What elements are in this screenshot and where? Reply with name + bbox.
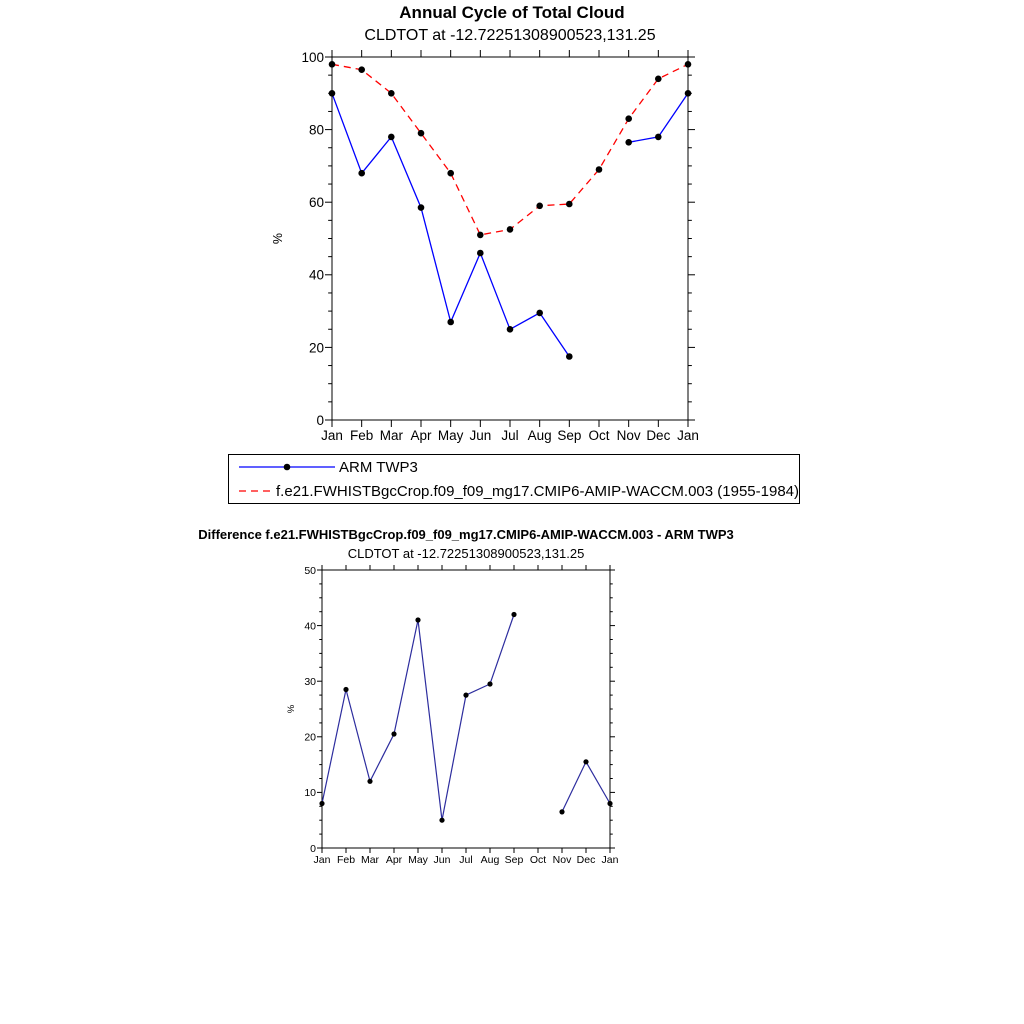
x-tick-label: Mar bbox=[360, 854, 380, 866]
data-point-marker bbox=[447, 319, 454, 326]
legend-item-model bbox=[237, 479, 799, 503]
x-tick-label: Mar bbox=[379, 428, 403, 443]
y-tick-label: 0 bbox=[316, 412, 324, 428]
data-point-marker bbox=[507, 326, 514, 333]
x-tick-label: Apr bbox=[385, 854, 403, 866]
data-point-marker bbox=[655, 134, 662, 141]
x-tick-label: Dec bbox=[576, 854, 596, 866]
data-point-marker bbox=[358, 170, 365, 177]
legend-line-sample-model bbox=[237, 481, 274, 501]
data-point-marker bbox=[536, 203, 543, 210]
y-tick-label: 100 bbox=[301, 49, 324, 65]
x-tick-label: Feb bbox=[336, 854, 356, 866]
top-chart-title: Annual Cycle of Total Cloud bbox=[399, 3, 625, 22]
series-line bbox=[332, 93, 688, 356]
data-point-marker bbox=[507, 226, 514, 233]
data-point-marker bbox=[477, 250, 484, 257]
x-tick-label: Apr bbox=[410, 428, 432, 443]
data-point-marker bbox=[583, 759, 588, 764]
y-tick-label: 80 bbox=[308, 122, 324, 138]
data-point-marker bbox=[487, 681, 492, 686]
y-tick-label: 30 bbox=[304, 675, 316, 688]
y-axis-title: % bbox=[286, 704, 297, 714]
data-point-marker bbox=[559, 809, 564, 814]
y-tick-label: 10 bbox=[304, 787, 316, 800]
legend-line-sample-arm bbox=[237, 457, 337, 477]
y-tick-label: 60 bbox=[308, 195, 324, 211]
annual-cycle-chart bbox=[271, 50, 699, 443]
data-point-marker bbox=[566, 201, 573, 208]
data-point-marker bbox=[566, 353, 573, 360]
y-tick-label: 20 bbox=[304, 731, 316, 744]
legend-item-arm-twp3 bbox=[237, 455, 799, 479]
data-point-marker bbox=[418, 130, 425, 137]
x-tick-label: Nov bbox=[552, 854, 572, 866]
series-line bbox=[332, 64, 688, 235]
x-tick-label: Sep bbox=[557, 428, 582, 443]
data-point-marker bbox=[477, 232, 484, 239]
x-tick-label: Oct bbox=[588, 428, 610, 443]
series-line bbox=[322, 615, 610, 821]
legend bbox=[228, 454, 800, 504]
x-tick-label: Aug bbox=[527, 428, 552, 443]
data-point-marker bbox=[463, 693, 468, 698]
x-tick-label: Feb bbox=[350, 428, 374, 443]
data-point-marker bbox=[391, 731, 396, 736]
x-tick-label: Nov bbox=[616, 428, 641, 443]
x-tick-label: Jul bbox=[501, 428, 519, 443]
data-point-marker bbox=[319, 801, 324, 806]
data-point-marker bbox=[329, 90, 336, 97]
data-point-marker bbox=[625, 139, 632, 146]
x-tick-label: Jun bbox=[469, 428, 492, 443]
data-point-marker bbox=[388, 90, 395, 97]
x-tick-label: Sep bbox=[504, 854, 524, 866]
legend-label-model: f.e21.FWHISTBgcCrop.f09_f09_mg17.CMIP6-AMIP-WACCM.003 (1955-1984) bbox=[276, 482, 799, 500]
data-point-marker bbox=[536, 310, 543, 317]
difference-chart-subtitle: CLDTOT at -12.72251308900523,131.25 bbox=[347, 546, 585, 561]
difference-chart bbox=[286, 565, 619, 866]
y-tick-label: 50 bbox=[304, 564, 316, 577]
data-point-marker bbox=[418, 204, 425, 211]
y-axis-title: % bbox=[271, 232, 285, 245]
y-tick-label: 40 bbox=[304, 620, 316, 633]
y-tick-label: 0 bbox=[310, 842, 316, 855]
data-point-marker bbox=[447, 170, 454, 177]
data-point-marker bbox=[439, 818, 444, 823]
data-point-marker bbox=[685, 61, 692, 68]
top-chart-subtitle: CLDTOT at -12.72251308900523,131.25 bbox=[364, 27, 656, 44]
x-tick-label: Jun bbox=[433, 854, 451, 866]
plot-frame bbox=[322, 570, 610, 848]
data-point-marker bbox=[685, 90, 692, 97]
data-point-marker bbox=[607, 801, 612, 806]
data-point-marker bbox=[358, 66, 365, 73]
x-tick-label: Jan bbox=[601, 854, 619, 866]
x-tick-label: Dec bbox=[646, 428, 671, 443]
data-point-marker bbox=[511, 612, 516, 617]
x-tick-label: May bbox=[437, 428, 464, 443]
x-tick-label: Jan bbox=[321, 428, 343, 443]
x-tick-label: May bbox=[408, 854, 428, 866]
data-point-marker bbox=[415, 617, 420, 622]
y-tick-label: 40 bbox=[308, 267, 324, 283]
legend-sample-marker bbox=[284, 464, 291, 471]
data-point-marker bbox=[343, 687, 348, 692]
data-point-marker bbox=[367, 779, 372, 784]
difference-chart-title: Difference f.e21.FWHISTBgcCrop.f09_f09_mg17.CMIP6-AMIP-WACCM.003 - ARM TWP3 bbox=[198, 527, 734, 542]
y-tick-label: 20 bbox=[308, 340, 324, 356]
data-point-marker bbox=[329, 61, 336, 68]
x-tick-label: Aug bbox=[480, 854, 500, 866]
x-tick-label: Jul bbox=[459, 854, 473, 866]
data-point-marker bbox=[625, 115, 632, 122]
x-tick-label: Jan bbox=[313, 854, 331, 866]
x-tick-label: Oct bbox=[529, 854, 547, 866]
legend-label-arm: ARM TWP3 bbox=[339, 458, 418, 476]
x-tick-label: Jan bbox=[677, 428, 699, 443]
data-point-marker bbox=[388, 134, 395, 141]
data-point-marker bbox=[655, 76, 662, 83]
data-point-marker bbox=[596, 166, 603, 173]
